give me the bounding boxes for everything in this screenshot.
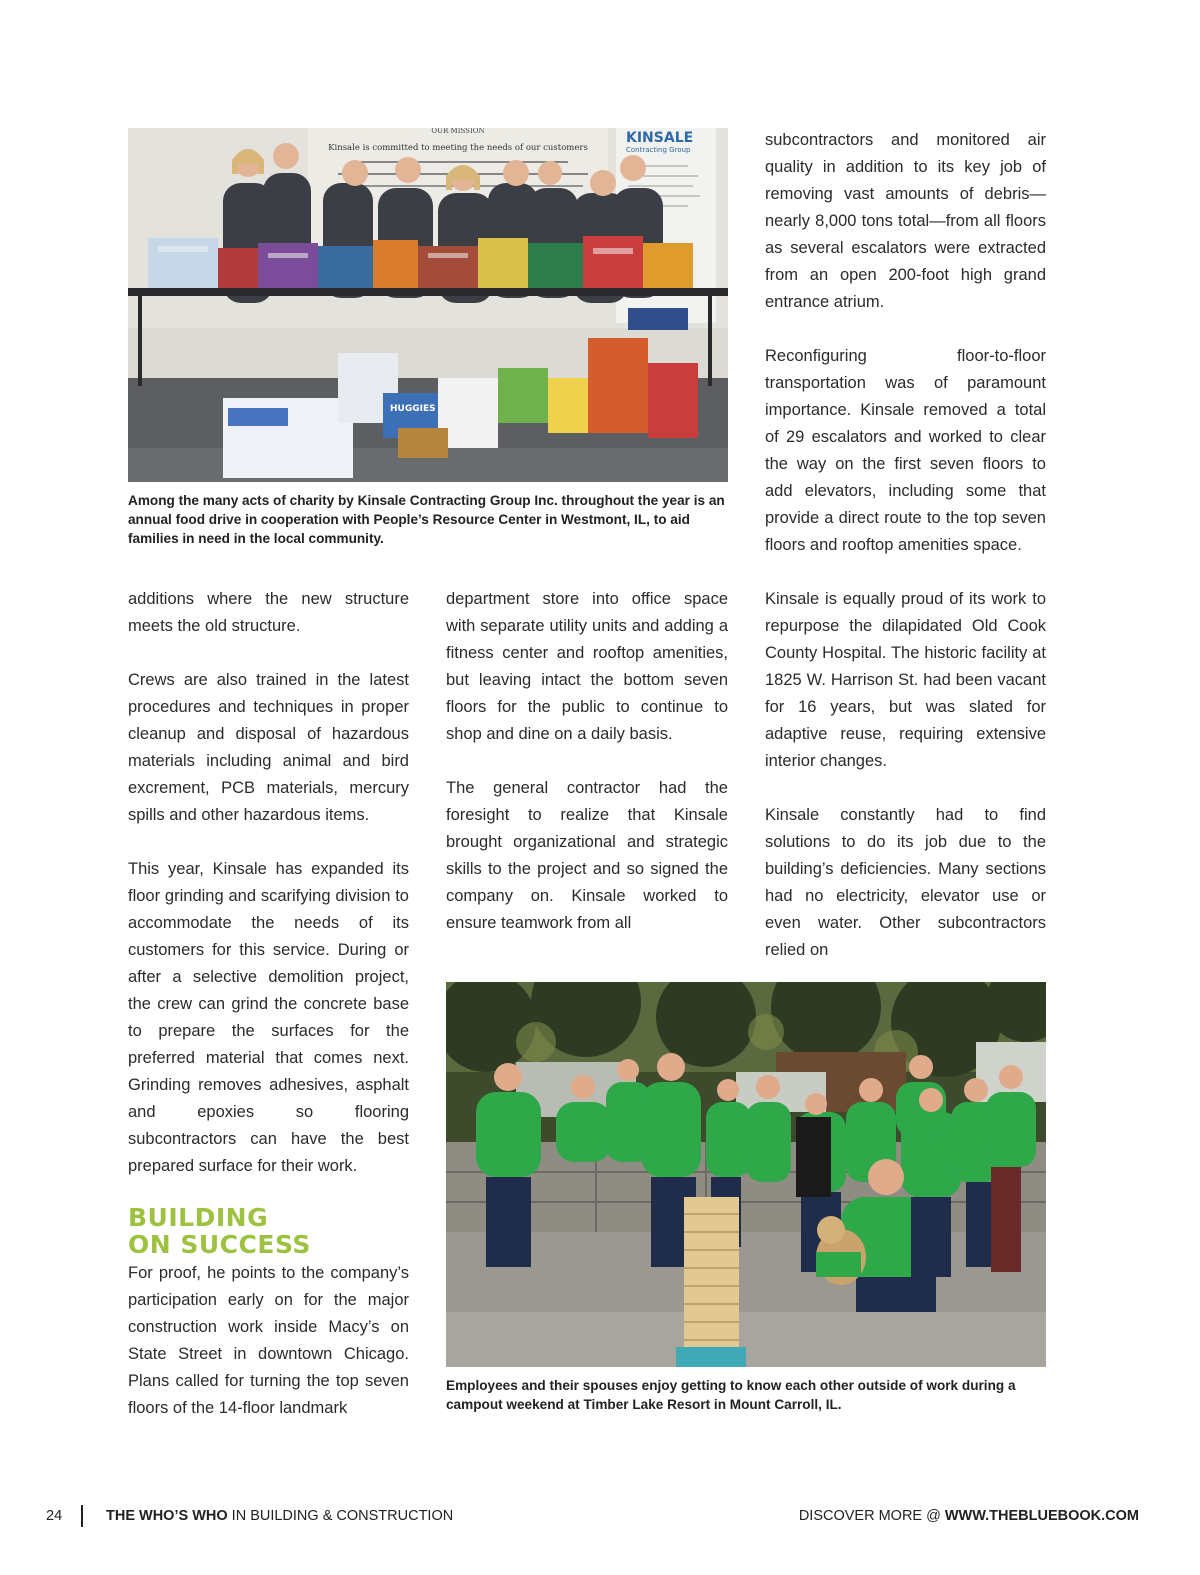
paragraph: Reconfiguring floor-to-floor transportation was of paramount importance. Kinsale removed a total of 29 escalators and worked to clear the way on the first seven floors to add elevators, including some that provide a direct route to the top seven floors and rooftop amenities space.: [765, 347, 1046, 554]
paragraph: Kinsale is equally proud of its work to repurpose the dilapidated Old Cook County Hospital. The historic facility at 1825 W. Harrison St. had been vacant for 16 years, but was slated for adaptive reuse, requiring extensive interior changes.: [765, 590, 1046, 770]
right-top-column: [765, 127, 1046, 559]
discover-more: [799, 1506, 1139, 1526]
middle-column: [446, 586, 728, 937]
page-number: 24: [46, 1508, 63, 1524]
section-heading: [128, 1204, 409, 1258]
diaper-package-label: HUGGIES: [390, 404, 436, 414]
mission-header-text: OUR MISSION: [431, 128, 485, 135]
heading-line-1: BUILDING: [128, 1203, 269, 1232]
bottom-photo-caption: Employees and their spouses enjoy getting to know each other outside of work during a campout weekend at Timber Lake Resort in Mount Carroll, IL.: [446, 1378, 1016, 1412]
paragraph: additions where the new structure meets the old structure.: [128, 590, 409, 635]
paragraph: The general contractor had the foresight to realize that Kinsale brought organizational and strategic skills to the project and so signed the company on. Kinsale worked to ensure teamwork from all: [446, 779, 728, 932]
mission-text: Kinsale is committed to meeting the needs of our customers: [328, 143, 588, 153]
publication-name-rest: IN BUILDING & CONSTRUCTION: [227, 1508, 454, 1524]
food-drive-photo: [128, 128, 728, 482]
top-photo-caption: Among the many acts of charity by Kinsale Contracting Group Inc. throughout the year is an annual food drive in cooperation with People’s Resource Center in Westmont, IL, to aid families in need in the local community.: [128, 493, 725, 546]
discover-more-label: DISCOVER MORE @: [798, 1508, 945, 1524]
paragraph: department store into office space with separate utility units and adding a fitness center and rooftop amenities, but leaving intact the bottom seven floors for the public to continue to shop and dine on a daily basis.: [446, 590, 728, 743]
campout-photo: [446, 982, 1046, 1367]
paragraph: For proof, he points to the company’s participation early on for the major construction work inside Macy’s on State Street in downtown Chicago. Plans called for turning the top seven floors of the 14-floor landmark: [128, 1264, 409, 1417]
kinsale-sign-logo: KINSALE: [626, 130, 694, 146]
paragraph: Crews are also trained in the latest procedures and techniques in proper cleanup and disposal of hazardous materials including animal and bird excrement, PCB materials, mercury spills and other hazardous items.: [128, 671, 409, 824]
paragraph: Kinsale constantly had to find solutions to do its job due to the building’s deficiencies. Many sections had no electricity, elevator use or even water. Other subcontractors relied on: [765, 806, 1046, 959]
left-column-continued: [128, 1260, 409, 1422]
footer-divider: [81, 1505, 83, 1527]
paragraph: subcontractors and monitored air quality in addition to its key job of removing vast amounts of debris—nearly 8,000 tons total—from all floors as several escalators were extracted from an open 200-foot high grand entrance atrium.: [765, 131, 1046, 311]
left-column: [128, 586, 409, 1180]
heading-line-2: ON SUCCESS: [128, 1230, 311, 1259]
right-bottom-column: [765, 586, 1046, 964]
publication-name: [106, 1506, 453, 1526]
website-link[interactable]: WWW.THEBLUEBOOK.COM: [944, 1508, 1139, 1524]
publication-name-bold: THE WHO’S WHO: [106, 1508, 228, 1524]
kinsale-sign-subtitle: Contracting Group: [626, 146, 691, 154]
paragraph: This year, Kinsale has expanded its floor grinding and scarifying division to accommodate the needs of its customers for this service. During or after a selective demolition project, the crew can grind the concrete base to prepare the surfaces for the preferred material that comes next. Grinding removes adhesives, asphalt and epoxies so flooring subcontractors can have the best prepared surface for their work.: [128, 860, 409, 1175]
